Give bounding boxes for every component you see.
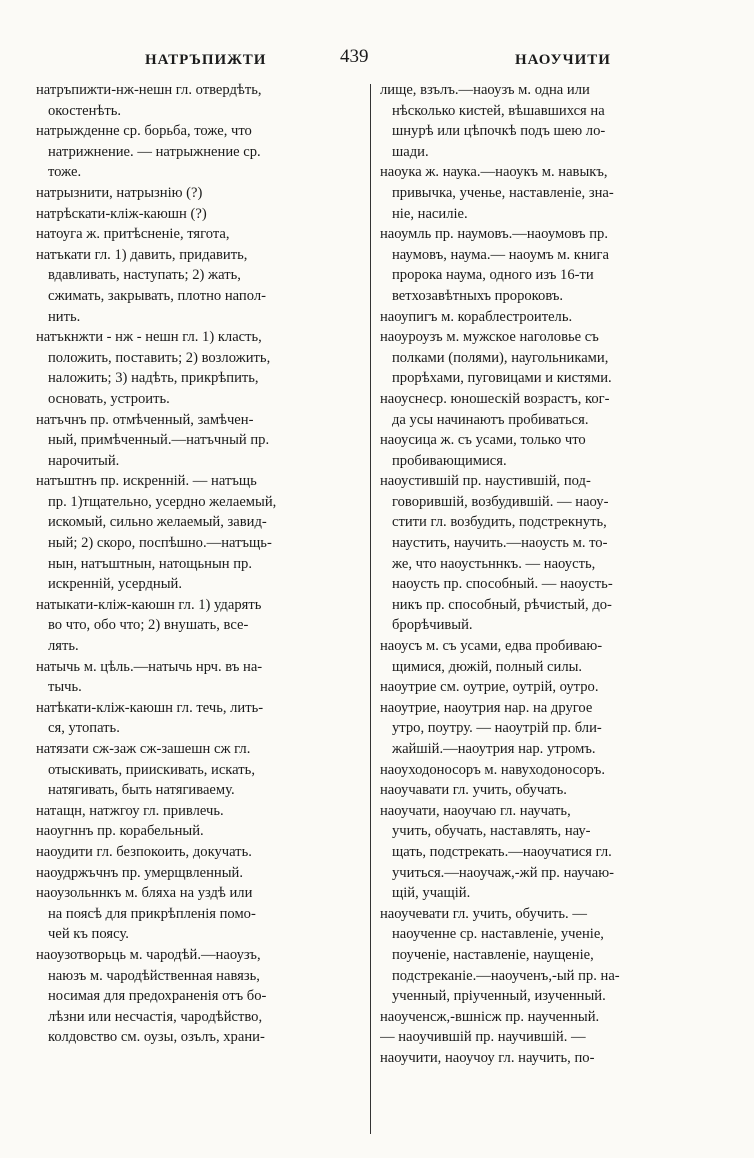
entry-continuation-line: же, что наоустьннкъ. — наоусть, [392, 555, 596, 572]
dictionary-entry [380, 1027, 720, 1048]
entry-continuation-line: наложить; 3) надѣть, прикрѣпить, [48, 370, 259, 387]
entry-headline: наоука ж. наука.—наоукъ м. навыкъ, [380, 164, 608, 181]
dictionary-entry [36, 945, 371, 1048]
entry-continuation-line: лять. [48, 638, 79, 655]
dictionary-entry [36, 204, 371, 225]
dictionary-entry [380, 307, 720, 328]
dictionary-entry [380, 224, 720, 306]
dictionary-entry [380, 430, 720, 471]
dictionary-entry [36, 883, 371, 945]
entry-continuation-line: наоусть пр. способный. — наоусть- [392, 576, 613, 593]
entry-continuation-line: искренній, усердный. [48, 576, 182, 593]
entry-headline: натъштнъ пр. искренній. — натъщь [36, 473, 257, 490]
entry-headline: натрѣскати-кліж-каюшн (?) [36, 205, 207, 222]
entry-headline: наоученсж,-вшнісж пр. наученный. [380, 1008, 600, 1025]
running-head-left: НАТРЪПИЖТИ [145, 52, 267, 68]
entry-headline: лище, взълъ.—наоузъ м. одна или [380, 82, 590, 98]
entry-continuation-line: стити гл. возбудить, подстрекнуть, [392, 514, 607, 531]
entry-headline: наоустившій пр. наустившій, под- [380, 473, 591, 490]
entry-headline: натоуга ж. притѣсненіе, тягота, [36, 226, 230, 243]
entry-continuation-line: щій, учащій. [392, 885, 471, 902]
entry-continuation-line: ніе, насиліе. [392, 205, 468, 222]
entry-continuation-line: вдавливать, наступать; 2) жать, [48, 267, 241, 284]
entry-continuation-line: положить, поставить; 2) возложить, [48, 349, 271, 366]
dictionary-entry [380, 801, 720, 904]
dictionary-entry [36, 842, 371, 863]
entry-headline: наоусъ м. съ усами, едва пробиваю- [380, 638, 603, 655]
entry-headline: наоумль пр. наумовъ.—наоумовъ пр. [380, 226, 608, 243]
dictionary-entry [380, 698, 720, 760]
entry-headline: наоучати, наоучаю гл. научать, [380, 802, 571, 819]
dictionary-entry [36, 327, 371, 409]
entry-continuation-line: брорѣчивый. [392, 617, 473, 634]
entry-continuation-line: никъ пр. способный, рѣчистый, до- [392, 596, 612, 613]
entry-continuation-line: наоученне ср. наставленіе, ученіе, [392, 926, 604, 943]
entry-continuation-line: утро, поутру. — наоутрій пр. бли- [392, 720, 602, 737]
running-head-right: НАОУЧИТИ [515, 52, 611, 68]
dictionary-entry [36, 595, 371, 657]
entry-continuation-line: носимая для предохраненія отъ бо- [48, 988, 267, 1005]
entry-continuation-line: учиться.—наоучаж,-жй пр. научаю- [392, 864, 615, 881]
entry-headline: наоусица ж. съ усами, только что [380, 432, 586, 449]
dictionary-entry [380, 327, 720, 389]
entry-continuation-line: привычка, ученье, наставленіе, зна- [392, 184, 614, 201]
entry-headline: натъчнъ пр. отмѣченный, замѣчен- [36, 411, 254, 428]
entry-headline: наоупигъ м. кораблестроитель. [380, 308, 573, 325]
dictionary-entry [380, 162, 720, 224]
entry-continuation-line: ный, примѣченный.—натъчный пр. [48, 432, 270, 449]
dictionary-entry [36, 410, 371, 472]
entry-continuation-line: тычь. [48, 679, 82, 696]
entry-continuation-line: ветхозавѣтныхъ пророковъ. [392, 287, 564, 304]
entry-headline: натрызнити, натрызнію (?) [36, 184, 203, 201]
entry-headline: натѣкати-кліж-каюшн гл. течь, лить- [36, 699, 264, 716]
entry-headline: натръпижти-нж-нешн гл. отвердѣть, [36, 82, 262, 98]
entry-continuation-line: искомый, сильно желаемый, завид- [48, 514, 267, 531]
entry-continuation-line: основать, устроить. [48, 390, 170, 407]
entry-headline: натащн, натжгоу гл. привлечь. [36, 802, 224, 819]
entry-continuation-line: наюзъ м. чародѣйственная навязь, [48, 967, 260, 984]
entry-headline: натъкнжти - нж - нешн гл. 1) класть, [36, 329, 262, 346]
entry-continuation-line: нить. [48, 308, 81, 325]
entry-headline: натычь м. цѣль.—натычь нрч. въ на- [36, 658, 263, 675]
entry-continuation-line: щимися, дюжій, полный силы. [392, 658, 583, 675]
dictionary-entry [36, 657, 371, 698]
entry-continuation-line: пророка наума, одного изъ 16-ти [392, 267, 594, 284]
entry-continuation-line: нын, натъштнын, натощьнын пр. [48, 555, 253, 572]
entry-continuation-line: лѣзни или несчастія, чародѣйство, [48, 1008, 263, 1025]
dictionary-entry [36, 739, 371, 801]
dictionary-entry [380, 636, 720, 677]
entry-continuation-line: учить, обучать, наставлять, нау- [392, 823, 591, 840]
entry-headline: наоучавати гл. учить, обучать. [380, 782, 567, 799]
dictionary-entry [36, 801, 371, 822]
entry-continuation-line: окостенѣть. [48, 102, 122, 119]
entry-continuation-line: во что, обо что; 2) внушать, все- [48, 617, 249, 634]
entry-continuation-line: шнурѣ или цѣпочкѣ подъ шею ло- [392, 123, 606, 140]
entry-continuation-line: пр. 1)тщательно, усердно желаемый, [48, 493, 277, 510]
entry-headline: наоугннъ пр. корабельный. [36, 823, 204, 840]
dictionary-entry [36, 245, 371, 327]
entry-continuation-line: ученный, пріученный, изученный. [392, 988, 606, 1005]
dictionary-entry [380, 471, 720, 636]
dictionary-entry [380, 677, 720, 698]
dictionary-entry [380, 1048, 720, 1069]
entry-continuation-line: ся, утопать. [48, 720, 120, 737]
dictionary-entry [380, 1007, 720, 1028]
entry-headline: наоуроузъ м. мужское наголовье съ [380, 329, 599, 346]
entry-continuation-line: наустить, научить.—наоусть м. то- [392, 535, 608, 552]
entry-headline: наоутрие см. оутрие, оутрій, оутро. [380, 679, 599, 696]
entry-headline: наоудити гл. безпокоить, докучать. [36, 843, 252, 860]
entry-continuation-line: тоже. [48, 164, 82, 181]
dictionary-entry [36, 863, 371, 884]
entry-continuation-line: поученіе, наставленіе, наущеніе, [392, 946, 594, 963]
entry-headline: натыкати-кліж-каюшн гл. 1) ударять [36, 596, 262, 613]
entry-headline: натъкати гл. 1) давить, придавить, [36, 246, 248, 263]
right-column [380, 80, 720, 1140]
page-number: 439 [340, 46, 369, 67]
dictionary-entry [36, 224, 371, 245]
entry-headline: наоучити, наоучоу гл. научить, по- [380, 1049, 595, 1066]
dictionary-entry [36, 471, 371, 595]
dictionary-entry [36, 80, 371, 121]
entry-continuation-line: чей къ поясу. [48, 926, 129, 943]
entry-continuation-line: наумовъ, наума.— наоумъ м. книга [392, 246, 609, 263]
dictionary-entry [36, 821, 371, 842]
entry-continuation-line: пробивающимися. [392, 452, 507, 469]
dictionary-entry [380, 904, 720, 1007]
entry-headline: наоузольннкъ м. бляха на уздѣ или [36, 885, 253, 902]
entry-continuation-line: нарочитый. [48, 452, 120, 469]
entry-continuation-line: жайшій.—наоутрия нар. утромъ. [392, 741, 596, 757]
entry-continuation-line: прорѣхами, пуговицами и кистями. [392, 370, 612, 387]
entry-continuation-line: шади. [392, 143, 429, 160]
entry-headline: наоутрие, наоутрия нар. на другое [380, 699, 593, 716]
entry-continuation-line: да усы начинаютъ пробиваться. [392, 411, 589, 428]
entry-continuation-line: нѣсколько кистей, вѣшавшихся на [392, 102, 605, 119]
entry-continuation-line: говорившій, возбудившій. — наоу- [392, 493, 609, 510]
entry-continuation-line: ный; 2) скоро, поспѣшно.—натъщь- [48, 535, 272, 552]
entry-continuation-line: сжимать, закрывать, плотно напол- [48, 287, 266, 304]
entry-headline: натязати сж-заж сж-зашешн сж гл. [36, 741, 251, 757]
left-column [36, 80, 371, 1140]
entry-continuation-line: колдовство см. оузы, озълъ, храни- [48, 1029, 265, 1046]
entry-headline: — наоучившій пр. научившій. — [380, 1029, 586, 1046]
dictionary-entry [380, 80, 720, 162]
entry-continuation-line: отыскивать, приискивать, искать, [48, 761, 255, 778]
dictionary-entry [380, 780, 720, 801]
dictionary-entry [380, 389, 720, 430]
dictionary-entry [36, 183, 371, 204]
dictionary-entry [36, 698, 371, 739]
entry-headline: натрыжденне ср. борьба, тоже, что [36, 123, 252, 140]
running-header [40, 44, 720, 74]
dictionary-entry [36, 121, 371, 183]
entry-headline: наоузотворьць м. чародѣй.—наоузъ, [36, 946, 261, 963]
entry-headline: наоуснеср. юношескій возрастъ, ког- [380, 390, 610, 407]
entry-continuation-line: на поясѣ для прикрѣпленія помо- [48, 905, 256, 922]
entry-continuation-line: щать, подстрекать.—наоучатися гл. [392, 843, 612, 860]
entry-headline: наоудржъчнъ пр. умерщвленный. [36, 864, 244, 881]
entry-continuation-line: полками (полями), наугольниками, [392, 349, 609, 366]
entry-continuation-line: подстреканіе.—наоученъ,-ый пр. на- [392, 967, 620, 984]
dictionary-entry [380, 760, 720, 781]
entry-headline: наоучевати гл. учить, обучить. — [380, 905, 587, 922]
column-divider [370, 84, 371, 1134]
entry-headline: наоуходоносоръ м. навуходоносоръ. [380, 761, 605, 778]
entry-continuation-line: натрижнение. — натрыжнение ср. [48, 143, 261, 160]
entry-continuation-line: натягивать, быть натягиваему. [48, 782, 235, 799]
